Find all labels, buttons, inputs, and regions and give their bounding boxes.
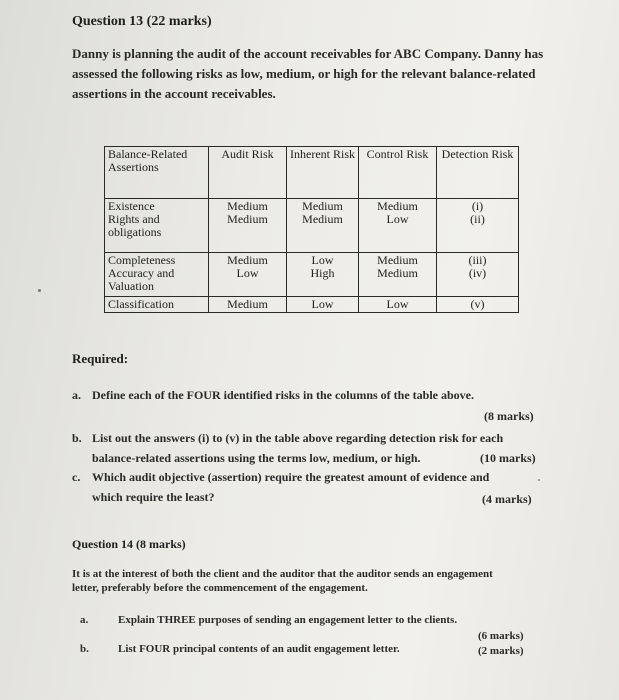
header-assertions: Balance-Related Assertions bbox=[105, 147, 209, 199]
part-b-marks: (10 marks) bbox=[480, 451, 536, 465]
part-c-marks: (4 marks) bbox=[482, 492, 532, 506]
inherent-risk-value: Medium bbox=[302, 212, 343, 226]
header-inherent-risk: Inherent Risk bbox=[287, 147, 359, 199]
assertion-classification: Classification bbox=[105, 297, 209, 313]
part-a-letter: a. bbox=[72, 388, 81, 402]
assertion-cell bbox=[105, 199, 209, 253]
detection-risk-blank: (i) bbox=[471, 199, 484, 213]
part-b-letter: b. bbox=[72, 431, 82, 445]
required-heading: Required: bbox=[72, 351, 129, 366]
q14-part-a-text: Explain THREE purposes of sending an engagement letter to the clients. bbox=[118, 614, 458, 626]
inherent-risk-cell bbox=[287, 253, 359, 297]
part-c-text-line1: Which audit objective (assertion) require the greatest amount of evidence and bbox=[92, 470, 490, 484]
control-risk-cell bbox=[359, 199, 437, 253]
audit-risk-value: Medium bbox=[227, 253, 268, 267]
risk-table bbox=[104, 146, 519, 313]
q14-part-b-marks: (2 marks) bbox=[478, 645, 524, 657]
question-13-intro: Danny is planning the audit of the account receivables for ABC Company. Danny has assessed the following risks as low, medium, or high for the relevant balance-related assertions in the account receivables. bbox=[72, 46, 544, 101]
detection-risk-blank: (iii) bbox=[468, 253, 487, 267]
assertion-existence: Existence bbox=[108, 199, 155, 213]
detection-risk-blank: (iv) bbox=[468, 266, 487, 280]
question-14-title: Question 14 (8 marks) bbox=[72, 537, 186, 551]
control-risk-value: Medium bbox=[377, 266, 418, 280]
part-b-text-line1: List out the answers (i) to (v) in the table above regarding detection risk for each bbox=[92, 431, 504, 445]
question-13-title: Question 13 (22 marks) bbox=[72, 14, 212, 29]
assertion-rights: Rights and obligations bbox=[108, 212, 162, 239]
control-risk-cell bbox=[359, 253, 437, 297]
q14-part-a-letter: a. bbox=[80, 614, 89, 626]
header-detection-risk: Detection Risk bbox=[437, 147, 519, 199]
detection-risk-cell bbox=[437, 199, 519, 253]
stray-mark bbox=[38, 289, 41, 292]
audit-risk-value: Medium bbox=[227, 199, 268, 213]
stray-mark bbox=[538, 479, 540, 481]
assertion-accuracy: Accuracy and Valuation bbox=[108, 266, 175, 293]
audit-risk-cell bbox=[209, 253, 287, 297]
detection-risk-blank: (ii) bbox=[470, 212, 485, 226]
audit-risk-cell bbox=[209, 199, 287, 253]
part-c-text-line2: which require the least? bbox=[92, 490, 215, 504]
q14-part-b-text: List FOUR principal contents of an audit engagement letter. bbox=[118, 643, 400, 655]
control-risk-value: Medium bbox=[377, 253, 418, 267]
q14-part-a-marks: (6 marks) bbox=[478, 630, 524, 642]
inherent-risk-value: High bbox=[310, 266, 335, 280]
table-row bbox=[105, 297, 519, 313]
question-14-intro: It is at the interest of both the client and the auditor that the auditor sends an engagement letter, preferably before the commencement of the engagement. bbox=[72, 568, 493, 594]
header-control-risk: Control Risk bbox=[359, 147, 437, 199]
inherent-risk-value: Low bbox=[311, 253, 334, 267]
part-c-letter: c. bbox=[72, 470, 81, 484]
part-a-marks: (8 marks) bbox=[484, 409, 534, 423]
header-audit-risk: Audit Risk bbox=[209, 147, 287, 199]
audit-risk-value: Medium bbox=[227, 212, 268, 226]
q14-part-b-letter: b. bbox=[80, 643, 89, 655]
control-risk-value: Medium bbox=[377, 199, 418, 213]
inherent-risk-cell bbox=[287, 199, 359, 253]
inherent-risk-value: Medium bbox=[302, 199, 343, 213]
audit-risk-value: Medium bbox=[209, 297, 287, 313]
assertion-cell bbox=[105, 253, 209, 297]
detection-risk-blank: (v) bbox=[437, 297, 519, 313]
assertion-completeness: Completeness bbox=[108, 253, 176, 267]
part-a-text: Define each of the FOUR identified risks in the columns of the table above. bbox=[92, 388, 474, 402]
table-header-row bbox=[105, 147, 519, 199]
detection-risk-cell bbox=[437, 253, 519, 297]
control-risk-value: Low bbox=[359, 297, 437, 313]
table-row bbox=[105, 253, 519, 297]
audit-risk-value: Low bbox=[236, 266, 259, 280]
inherent-risk-value: Low bbox=[287, 297, 359, 313]
control-risk-value: Low bbox=[386, 212, 409, 226]
part-b-text-line2: balance-related assertions using the terms low, medium, or high. bbox=[92, 451, 421, 465]
table-row bbox=[105, 199, 519, 253]
